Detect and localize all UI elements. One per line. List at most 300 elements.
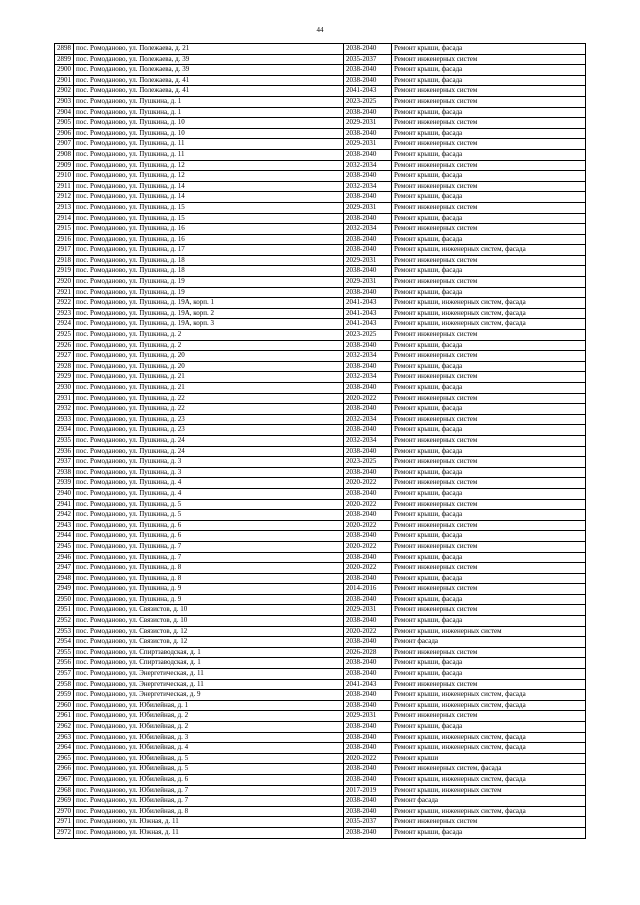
work-type-cell: Ремонт крыши, фасада — [392, 65, 586, 76]
table-row — [55, 224, 586, 235]
period-cell: 2041-2043 — [344, 679, 392, 690]
work-type-cell: Ремонт инженерных систем — [392, 563, 586, 574]
address-cell: пос. Ромоданово, ул. Пушкина, д. 9 — [74, 594, 344, 605]
address-cell: пос. Ромоданово, ул. Пушкина, д. 6 — [74, 531, 344, 542]
work-type-cell: Ремонт инженерных систем — [392, 277, 586, 288]
row-number: 2959 — [55, 690, 74, 701]
work-type-cell: Ремонт инженерных систем — [392, 224, 586, 235]
table-row — [55, 806, 586, 817]
work-type-cell: Ремонт крыши, инженерных систем, фасада — [392, 700, 586, 711]
row-number: 2969 — [55, 796, 74, 807]
period-cell: 2032-2034 — [344, 435, 392, 446]
work-type-cell: Ремонт инженерных систем — [392, 541, 586, 552]
address-cell: пос. Ромоданово, ул. Полежаева, д. 39 — [74, 54, 344, 65]
address-cell: пос. Ромоданово, ул. Пушкина, д. 21 — [74, 372, 344, 383]
period-cell: 2020-2022 — [344, 393, 392, 404]
period-cell: 2017-2019 — [344, 785, 392, 796]
row-number: 2935 — [55, 435, 74, 446]
row-number: 2920 — [55, 277, 74, 288]
period-cell: 2020-2022 — [344, 753, 392, 764]
work-type-cell: Ремонт крыши, фасада — [392, 234, 586, 245]
table-row — [55, 647, 586, 658]
row-number: 2910 — [55, 171, 74, 182]
table-row — [55, 234, 586, 245]
table-row — [55, 351, 586, 362]
address-cell: пос. Ромоданово, ул. Юбилейная, д. 7 — [74, 785, 344, 796]
period-cell: 2038-2040 — [344, 192, 392, 203]
table-row — [55, 287, 586, 298]
period-cell: 2038-2040 — [344, 266, 392, 277]
address-cell: пос. Ромоданово, ул. Пушкина, д. 15 — [74, 213, 344, 224]
address-cell: пос. Ромоданово, ул. Связистов, д. 10 — [74, 616, 344, 627]
address-cell: пос. Ромоданово, ул. Юбилейная, д. 6 — [74, 774, 344, 785]
row-number: 2955 — [55, 647, 74, 658]
period-cell: 2038-2040 — [344, 796, 392, 807]
row-number: 2967 — [55, 774, 74, 785]
table-row — [55, 202, 586, 213]
address-cell: пос. Ромоданово, ул. Пушкина, д. 23 — [74, 425, 344, 436]
table-row — [55, 213, 586, 224]
work-type-cell: Ремонт крыши, фасада — [392, 192, 586, 203]
work-type-cell: Ремонт крыши, фасада — [392, 266, 586, 277]
address-cell: пос. Ромоданово, ул. Пушкина, д. 19 — [74, 277, 344, 288]
work-type-cell: Ремонт крыши, фасада — [392, 128, 586, 139]
table-row — [55, 753, 586, 764]
row-number: 2946 — [55, 552, 74, 563]
period-cell: 2020-2022 — [344, 626, 392, 637]
period-cell: 2038-2040 — [344, 531, 392, 542]
period-cell: 2038-2040 — [344, 669, 392, 680]
table-row — [55, 245, 586, 256]
work-type-cell: Ремонт инженерных систем — [392, 96, 586, 107]
row-number: 2914 — [55, 213, 74, 224]
table-row — [55, 404, 586, 415]
work-type-cell: Ремонт инженерных систем — [392, 393, 586, 404]
period-cell: 2038-2040 — [344, 700, 392, 711]
row-number: 2961 — [55, 711, 74, 722]
row-number: 2964 — [55, 743, 74, 754]
work-type-cell: Ремонт крыши, инженерных систем, фасада — [392, 732, 586, 743]
address-cell: пос. Ромоданово, ул. Связистов, д. 12 — [74, 626, 344, 637]
table-row — [55, 298, 586, 309]
work-type-cell: Ремонт инженерных систем — [392, 181, 586, 192]
work-type-cell: Ремонт инженерных систем — [392, 711, 586, 722]
row-number: 2921 — [55, 287, 74, 298]
row-number: 2923 — [55, 308, 74, 319]
table-row — [55, 478, 586, 489]
row-number: 2960 — [55, 700, 74, 711]
table-row — [55, 827, 586, 838]
row-number: 2939 — [55, 478, 74, 489]
period-cell: 2032-2034 — [344, 351, 392, 362]
table-row — [55, 764, 586, 775]
period-cell: 2020-2022 — [344, 563, 392, 574]
address-cell: пос. Ромоданово, ул. Пушкина, д. 8 — [74, 563, 344, 574]
address-cell: пос. Ромоданово, ул. Пушкина, д. 22 — [74, 393, 344, 404]
row-number: 2954 — [55, 637, 74, 648]
address-cell: пос. Ромоданово, ул. Пушкина, д. 24 — [74, 435, 344, 446]
period-cell: 2038-2040 — [344, 658, 392, 669]
work-type-cell: Ремонт инженерных систем — [392, 679, 586, 690]
address-cell: пос. Ромоданово, ул. Пушкина, д. 23 — [74, 414, 344, 425]
work-type-cell: Ремонт крыши, инженерных систем, фасада — [392, 743, 586, 754]
page-number: 44 — [316, 26, 324, 34]
row-number: 2925 — [55, 330, 74, 341]
row-number: 2948 — [55, 573, 74, 584]
row-number: 2916 — [55, 234, 74, 245]
period-cell: 2038-2040 — [344, 467, 392, 478]
table-row — [55, 679, 586, 690]
table-row — [55, 255, 586, 266]
row-number: 2940 — [55, 488, 74, 499]
period-cell: 2023-2025 — [344, 457, 392, 468]
period-cell: 2038-2040 — [344, 75, 392, 86]
address-cell: пос. Ромоданово, ул. Пушкина, д. 16 — [74, 234, 344, 245]
work-type-cell: Ремонт крыши, инженерных систем, фасада — [392, 245, 586, 256]
table-row — [55, 118, 586, 129]
work-type-cell: Ремонт инженерных систем — [392, 457, 586, 468]
address-cell: пос. Ромоданово, ул. Юбилейная, д. 2 — [74, 711, 344, 722]
table-row — [55, 520, 586, 531]
period-cell: 2038-2040 — [344, 287, 392, 298]
address-cell: пос. Ромоданово, ул. Спиртзаводская, д. 1 — [74, 647, 344, 658]
table-row — [55, 616, 586, 627]
table-row — [55, 107, 586, 118]
row-number: 2957 — [55, 669, 74, 680]
period-cell: 2038-2040 — [344, 806, 392, 817]
address-cell: пос. Ромоданово, ул. Пушкина, д. 2 — [74, 330, 344, 341]
row-number: 2932 — [55, 404, 74, 415]
period-cell: 2038-2040 — [344, 44, 392, 55]
table-row — [55, 796, 586, 807]
table-row — [55, 743, 586, 754]
row-number: 2912 — [55, 192, 74, 203]
period-cell: 2038-2040 — [344, 446, 392, 457]
address-cell: пос. Ромоданово, ул. Пушкина, д. 22 — [74, 404, 344, 415]
table-row — [55, 393, 586, 404]
table-row — [55, 785, 586, 796]
work-type-cell: Ремонт крыши, инженерных систем, фасада — [392, 319, 586, 330]
table-row — [55, 531, 586, 542]
period-cell: 2038-2040 — [344, 107, 392, 118]
table-row — [55, 711, 586, 722]
address-cell: пос. Ромоданово, ул. Пушкина, д. 17 — [74, 245, 344, 256]
work-type-cell: Ремонт крыши, фасада — [392, 573, 586, 584]
address-cell: пос. Ромоданово, ул. Юбилейная, д. 1 — [74, 700, 344, 711]
row-number: 2902 — [55, 86, 74, 97]
table-row — [55, 340, 586, 351]
address-cell: пос. Ромоданово, ул. Пушкина, д. 19А, корп. 2 — [74, 308, 344, 319]
work-type-cell: Ремонт инженерных систем — [392, 414, 586, 425]
period-cell: 2038-2040 — [344, 827, 392, 838]
work-type-cell: Ремонт инженерных систем — [392, 86, 586, 97]
table-row — [55, 669, 586, 680]
period-cell: 2038-2040 — [344, 383, 392, 394]
row-number: 2922 — [55, 298, 74, 309]
work-type-cell: Ремонт инженерных систем, фасада — [392, 764, 586, 775]
period-cell: 2038-2040 — [344, 764, 392, 775]
work-type-cell: Ремонт крыши, фасада — [392, 488, 586, 499]
table-row — [55, 541, 586, 552]
row-number: 2938 — [55, 467, 74, 478]
period-cell: 2038-2040 — [344, 213, 392, 224]
address-cell: пос. Ромоданово, ул. Полежаева, д. 39 — [74, 65, 344, 76]
row-number: 2928 — [55, 361, 74, 372]
address-cell: пос. Ромоданово, ул. Пушкина, д. 19А, корп. 3 — [74, 319, 344, 330]
row-number: 2899 — [55, 54, 74, 65]
row-number: 2905 — [55, 118, 74, 129]
row-number: 2941 — [55, 499, 74, 510]
row-number: 2962 — [55, 722, 74, 733]
work-type-cell: Ремонт крыши, инженерных систем, фасада — [392, 690, 586, 701]
work-type-cell: Ремонт инженерных систем — [392, 647, 586, 658]
row-number: 2963 — [55, 732, 74, 743]
row-number: 2915 — [55, 224, 74, 235]
period-cell: 2038-2040 — [344, 404, 392, 415]
work-type-cell: Ремонт фасада — [392, 796, 586, 807]
table-row — [55, 594, 586, 605]
work-type-cell: Ремонт инженерных систем — [392, 584, 586, 595]
address-cell: пос. Ромоданово, ул. Пушкина, д. 15 — [74, 202, 344, 213]
work-type-cell: Ремонт крыши, инженерных систем, фасада — [392, 298, 586, 309]
period-cell: 2020-2022 — [344, 499, 392, 510]
row-number: 2908 — [55, 149, 74, 160]
work-type-cell: Ремонт инженерных систем — [392, 330, 586, 341]
address-cell: пос. Ромоданово, ул. Пушкина, д. 21 — [74, 383, 344, 394]
table-row — [55, 446, 586, 457]
table-row — [55, 96, 586, 107]
address-cell: пос. Ромоданово, ул. Связистов, д. 12 — [74, 637, 344, 648]
table-row — [55, 139, 586, 150]
table-row — [55, 75, 586, 86]
work-type-cell: Ремонт крыши, инженерных систем — [392, 626, 586, 637]
period-cell: 2023-2025 — [344, 96, 392, 107]
work-type-cell: Ремонт крыши, фасада — [392, 658, 586, 669]
table-row — [55, 266, 586, 277]
period-cell: 2032-2034 — [344, 224, 392, 235]
table-row — [55, 86, 586, 97]
period-cell: 2029-2031 — [344, 255, 392, 266]
table-row — [55, 563, 586, 574]
address-cell: пос. Ромоданово, ул. Пушкина, д. 12 — [74, 171, 344, 182]
period-cell: 2026-2028 — [344, 647, 392, 658]
table-row — [55, 414, 586, 425]
work-type-cell: Ремонт крыши, фасада — [392, 213, 586, 224]
table-row — [55, 181, 586, 192]
work-type-cell: Ремонт фасада — [392, 637, 586, 648]
work-type-cell: Ремонт инженерных систем — [392, 118, 586, 129]
period-cell: 2041-2043 — [344, 298, 392, 309]
address-cell: пос. Ромоданово, ул. Юбилейная, д. 7 — [74, 796, 344, 807]
table-row — [55, 54, 586, 65]
work-type-cell: Ремонт крыши, фасада — [392, 669, 586, 680]
period-cell: 2038-2040 — [344, 245, 392, 256]
period-cell: 2020-2022 — [344, 478, 392, 489]
repair-schedule-table — [54, 43, 586, 839]
work-type-cell: Ремонт крыши, инженерных систем, фасада — [392, 806, 586, 817]
table-row — [55, 637, 586, 648]
table-row — [55, 308, 586, 319]
row-number: 2903 — [55, 96, 74, 107]
address-cell: пос. Ромоданово, ул. Юбилейная, д. 2 — [74, 722, 344, 733]
address-cell: пос. Ромоданово, ул. Пушкина, д. 6 — [74, 520, 344, 531]
period-cell: 2038-2040 — [344, 722, 392, 733]
address-cell: пос. Ромоданово, ул. Пушкина, д. 12 — [74, 160, 344, 171]
period-cell: 2038-2040 — [344, 488, 392, 499]
row-number: 2927 — [55, 351, 74, 362]
table-row — [55, 44, 586, 55]
work-type-cell: Ремонт крыши, фасада — [392, 594, 586, 605]
period-cell: 2038-2040 — [344, 774, 392, 785]
period-cell: 2038-2040 — [344, 510, 392, 521]
row-number: 2965 — [55, 753, 74, 764]
work-type-cell: Ремонт инженерных систем — [392, 520, 586, 531]
address-cell: пос. Ромоданово, ул. Пушкина, д. 11 — [74, 149, 344, 160]
row-number: 2898 — [55, 44, 74, 55]
row-number: 2944 — [55, 531, 74, 542]
work-type-cell: Ремонт крыши, фасада — [392, 383, 586, 394]
work-type-cell: Ремонт крыши, фасада — [392, 107, 586, 118]
table-row — [55, 372, 586, 383]
work-type-cell: Ремонт крыши, фасада — [392, 722, 586, 733]
row-number: 2970 — [55, 806, 74, 817]
period-cell: 2014-2016 — [344, 584, 392, 595]
work-type-cell: Ремонт инженерных систем — [392, 499, 586, 510]
address-cell: пос. Ромоданово, ул. Юбилейная, д. 3 — [74, 732, 344, 743]
period-cell: 2029-2031 — [344, 202, 392, 213]
address-cell: пос. Ромоданово, ул. Пушкина, д. 4 — [74, 478, 344, 489]
row-number: 2919 — [55, 266, 74, 277]
address-cell: пос. Ромоданово, ул. Пушкина, д. 10 — [74, 128, 344, 139]
address-cell: пос. Ромоданово, ул. Полежаева, д. 41 — [74, 86, 344, 97]
work-type-cell: Ремонт крыши, инженерных систем, фасада — [392, 774, 586, 785]
address-cell: пос. Ромоданово, ул. Пушкина, д. 3 — [74, 467, 344, 478]
address-cell: пос. Ромоданово, ул. Полежаева, д. 21 — [74, 44, 344, 55]
period-cell: 2038-2040 — [344, 128, 392, 139]
address-cell: пос. Ромоданово, ул. Юбилейная, д. 5 — [74, 764, 344, 775]
address-cell: пос. Ромоданово, ул. Юбилейная, д. 8 — [74, 806, 344, 817]
period-cell: 2038-2040 — [344, 149, 392, 160]
address-cell: пос. Ромоданово, ул. Пушкина, д. 14 — [74, 192, 344, 203]
period-cell: 2032-2034 — [344, 372, 392, 383]
period-cell: 2038-2040 — [344, 637, 392, 648]
row-number: 2918 — [55, 255, 74, 266]
work-type-cell: Ремонт крыши, инженерных систем — [392, 785, 586, 796]
period-cell: 2041-2043 — [344, 308, 392, 319]
period-cell: 2038-2040 — [344, 340, 392, 351]
table-row — [55, 171, 586, 182]
row-number: 2953 — [55, 626, 74, 637]
address-cell: пос. Ромоданово, ул. Пушкина, д. 5 — [74, 499, 344, 510]
row-number: 2934 — [55, 425, 74, 436]
period-cell: 2035-2037 — [344, 54, 392, 65]
table-row — [55, 626, 586, 637]
work-type-cell: Ремонт крыши, фасада — [392, 75, 586, 86]
row-number: 2937 — [55, 457, 74, 468]
period-cell: 2038-2040 — [344, 594, 392, 605]
work-type-cell: Ремонт крыши, фасада — [392, 404, 586, 415]
table-row — [55, 499, 586, 510]
work-type-cell: Ремонт крыши, фасада — [392, 340, 586, 351]
address-cell: пос. Ромоданово, ул. Пушкина, д. 19 — [74, 287, 344, 298]
table-row — [55, 817, 586, 828]
table-row — [55, 774, 586, 785]
table-row — [55, 573, 586, 584]
row-number: 2950 — [55, 594, 74, 605]
row-number: 2917 — [55, 245, 74, 256]
row-number: 2943 — [55, 520, 74, 531]
address-cell: пос. Ромоданово, ул. Пушкина, д. 8 — [74, 573, 344, 584]
address-cell: пос. Ромоданово, ул. Пушкина, д. 1 — [74, 96, 344, 107]
row-number: 2936 — [55, 446, 74, 457]
period-cell: 2038-2040 — [344, 425, 392, 436]
table-row — [55, 160, 586, 171]
table-row — [55, 128, 586, 139]
period-cell: 2038-2040 — [344, 732, 392, 743]
work-type-cell: Ремонт инженерных систем — [392, 605, 586, 616]
period-cell: 2038-2040 — [344, 552, 392, 563]
table-row — [55, 510, 586, 521]
work-type-cell: Ремонт крыши, фасада — [392, 531, 586, 542]
table-row — [55, 700, 586, 711]
row-number: 2906 — [55, 128, 74, 139]
table-row — [55, 722, 586, 733]
row-number: 2952 — [55, 616, 74, 627]
table-row — [55, 149, 586, 160]
work-type-cell: Ремонт крыши, фасада — [392, 827, 586, 838]
work-type-cell: Ремонт инженерных систем — [392, 478, 586, 489]
row-number: 2931 — [55, 393, 74, 404]
address-cell: пос. Ромоданово, ул. Пушкина, д. 11 — [74, 139, 344, 150]
table-row — [55, 605, 586, 616]
work-type-cell: Ремонт крыши, инженерных систем, фасада — [392, 308, 586, 319]
period-cell: 2038-2040 — [344, 743, 392, 754]
row-number: 2968 — [55, 785, 74, 796]
row-number: 2933 — [55, 414, 74, 425]
period-cell: 2032-2034 — [344, 160, 392, 171]
address-cell: пос. Ромоданово, ул. Полежаева, д. 41 — [74, 75, 344, 86]
period-cell: 2029-2031 — [344, 605, 392, 616]
table-row — [55, 435, 586, 446]
address-cell: пос. Ромоданово, ул. Спиртзаводская, д. 1 — [74, 658, 344, 669]
period-cell: 2038-2040 — [344, 361, 392, 372]
address-cell: пос. Ромоданово, ул. Пушкина, д. 20 — [74, 361, 344, 372]
row-number: 2945 — [55, 541, 74, 552]
row-number: 2924 — [55, 319, 74, 330]
address-cell: пос. Ромоданово, ул. Пушкина, д. 20 — [74, 351, 344, 362]
row-number: 2929 — [55, 372, 74, 383]
table-row — [55, 488, 586, 499]
work-type-cell: Ремонт крыши, фасада — [392, 149, 586, 160]
table-row — [55, 277, 586, 288]
table-row — [55, 330, 586, 341]
row-number: 2901 — [55, 75, 74, 86]
period-cell: 2029-2031 — [344, 711, 392, 722]
row-number: 2966 — [55, 764, 74, 775]
table-row — [55, 361, 586, 372]
address-cell: пос. Ромоданово, ул. Энергетическая, д. 11 — [74, 669, 344, 680]
row-number: 2913 — [55, 202, 74, 213]
work-type-cell: Ремонт инженерных систем — [392, 54, 586, 65]
address-cell: пос. Ромоданово, ул. Пушкина, д. 19А, корп. 1 — [74, 298, 344, 309]
address-cell: пос. Ромоданово, ул. Пушкина, д. 18 — [74, 266, 344, 277]
table-row — [55, 192, 586, 203]
row-number: 2949 — [55, 584, 74, 595]
work-type-cell: Ремонт инженерных систем — [392, 255, 586, 266]
table-row — [55, 732, 586, 743]
period-cell: 2020-2022 — [344, 520, 392, 531]
address-cell: пос. Ромоданово, ул. Пушкина, д. 4 — [74, 488, 344, 499]
